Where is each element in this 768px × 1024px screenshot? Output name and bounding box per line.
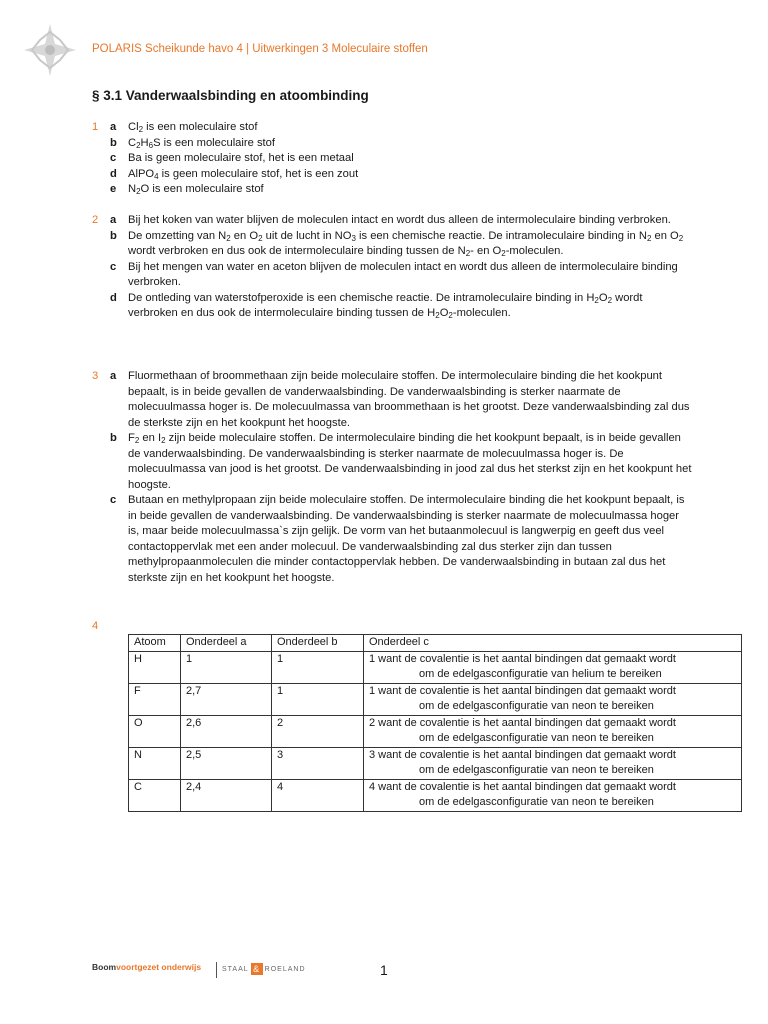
answer-3a bbox=[92, 369, 693, 431]
subscript: 2 bbox=[448, 311, 453, 320]
table-row bbox=[129, 683, 742, 715]
question-number: 1 bbox=[92, 121, 99, 133]
atom-cell: H bbox=[129, 651, 181, 683]
table-row bbox=[129, 651, 742, 683]
text: om de edelgasconfiguratie van neon te bereiken bbox=[419, 796, 654, 808]
answer-letter: b bbox=[110, 229, 117, 242]
subscript: 2 bbox=[594, 295, 599, 305]
atom-table bbox=[128, 634, 742, 812]
subscript: 2 bbox=[136, 187, 141, 196]
column-header: Onderdeel c bbox=[364, 635, 742, 652]
ampersand-mark: & bbox=[251, 963, 263, 975]
answer-2b bbox=[92, 229, 693, 260]
subscript: 3 bbox=[351, 233, 356, 243]
answer-letter: b bbox=[110, 432, 117, 444]
section-title: § 3.1 Vanderwaalsbinding en atoombinding bbox=[92, 88, 369, 103]
part-c-cell bbox=[364, 779, 742, 811]
text: Ba is geen moleculaire stof, het is een metaal bbox=[128, 152, 354, 164]
subscript: 2 bbox=[678, 233, 684, 243]
document-header: POLARIS Scheikunde havo 4 | Uitwerkingen 3 Moleculaire stoffen bbox=[92, 43, 428, 55]
text: 2 want de covalentie is het aantal bindingen dat gemaakt wordt bbox=[369, 716, 676, 729]
footer-divider bbox=[216, 962, 217, 978]
answer-letter: c bbox=[110, 494, 117, 506]
part-b-cell: 1 bbox=[272, 683, 364, 715]
part-a-cell: 2,7 bbox=[181, 683, 272, 715]
text: 3 want de covalentie is het aantal bindingen dat gemaakt wordt bbox=[369, 748, 676, 761]
text: wordt verbroken en dus ook de intermoleculaire binding tussen de N bbox=[128, 245, 466, 257]
text: De ontleding van waterstofperoxide is een chemische reactie. De intramoleculaire binding in H bbox=[128, 291, 595, 304]
table-row bbox=[129, 715, 742, 747]
text: O is een moleculaire stof bbox=[140, 183, 264, 195]
subscript: 6 bbox=[148, 140, 154, 150]
subscript: 2 bbox=[134, 436, 140, 445]
question-number: 2 bbox=[92, 214, 99, 226]
answer-letter: c bbox=[110, 260, 117, 273]
subscript: 2 bbox=[161, 436, 166, 445]
text: De omzetting van N bbox=[128, 229, 227, 242]
text: 1 want de covalentie is het aantal bindingen dat gemaakt wordt bbox=[369, 684, 676, 697]
text: - en O bbox=[470, 245, 502, 257]
text: om de edelgasconfiguratie van neon te bereiken bbox=[419, 732, 654, 744]
text: C bbox=[128, 136, 137, 149]
text: om de edelgasconfiguratie van neon te bereiken bbox=[419, 764, 654, 776]
text: wordt verbroken en dus ook de intermoleculaire binding tussen de H bbox=[128, 291, 643, 319]
polaris-star-logo bbox=[24, 24, 76, 76]
text: Cl bbox=[128, 121, 139, 133]
text: om de edelgasconfiguratie van neon te bereiken bbox=[419, 700, 654, 712]
publisher-name: Boom bbox=[92, 962, 117, 972]
answer-1a bbox=[92, 120, 693, 136]
part-a-cell: 2,5 bbox=[181, 747, 272, 779]
answer-1e bbox=[92, 182, 693, 198]
answer-1c bbox=[92, 151, 693, 167]
answer-2d bbox=[92, 291, 693, 322]
question-number: 4 bbox=[92, 620, 99, 632]
answer-3c bbox=[92, 493, 693, 586]
text: H bbox=[140, 136, 149, 149]
question-1 bbox=[92, 120, 693, 198]
answer-1b bbox=[92, 136, 693, 152]
part-c-cell bbox=[364, 715, 742, 747]
answer-letter: a bbox=[110, 121, 117, 133]
text: O bbox=[439, 307, 449, 319]
publisher-division: voortgezet onderwijs bbox=[116, 962, 202, 972]
staal-roeland-logo bbox=[222, 963, 306, 975]
part-b-cell: 2 bbox=[272, 715, 364, 747]
text: AlPO bbox=[128, 167, 155, 180]
text: -moleculen. bbox=[452, 307, 511, 319]
atom-cell: F bbox=[129, 683, 181, 715]
part-b-cell: 1 bbox=[272, 651, 364, 683]
answer-letter: d bbox=[110, 291, 117, 304]
atom-cell: O bbox=[129, 715, 181, 747]
text: Fluormethaan of broommethaan zijn beide moleculaire stoffen. De intermoleculaire binding die het kookpunt bepaalt, is in beide gevallen de vanderwaalsbinding. De vanderwaalsbinding is sterker naarmate de molecuulmassa hoger is. De molecuulmassa van broommethaan is het grootst. Deze vanderwaalsbinding zal dus de sterkste zijn en het kookpunt het hoogste. bbox=[128, 370, 690, 429]
part-b-cell: 4 bbox=[272, 779, 364, 811]
part-a-cell: 2,4 bbox=[181, 779, 272, 811]
question-number: 3 bbox=[92, 370, 99, 382]
table-row bbox=[129, 779, 742, 811]
page-number: 1 bbox=[380, 962, 388, 978]
text: om de edelgasconfiguratie van helium te bereiken bbox=[419, 668, 662, 680]
text: Butaan en methylpropaan zijn beide moleculaire stoffen. De intermoleculaire binding die het kookpunt bepaalt, is in beide gevallen de vanderwaalsbinding. De vanderwaalsbinding is sterker naarmate de molecuulmassa hoger is, maar beide molecuulmassa`s zijn gelijk. De vorm van het butaanmolecuul is langwerpig en geeft dus veel contactoppervlak met een ander molecuul. De vanderwaalsbinding zal dus sterker zijn dan tussen methylpropaanmoleculen die minder contactoppervlak hebben. De vanderwaalsbinding in butaan zal dus het sterkste zijn en het kookpunt het hoogste. bbox=[128, 494, 685, 584]
answer-2a bbox=[92, 213, 693, 229]
column-header: Onderdeel b bbox=[272, 635, 364, 652]
answer-letter: c bbox=[110, 152, 117, 164]
text: 1 want de covalentie is het aantal bindingen dat gemaakt wordt bbox=[369, 652, 676, 665]
text: zijn beide moleculaire stoffen. De intermoleculaire binding die het kookpunt bepaalt, is in beide gevallen de vanderwaalsbinding. De vanderwaalsbinding is sterker naarmate de molecuulmassa hoger is. De molecuulmassa van jood is het grootst. De vanderwaalsbinding in jood zal dus het sterkst zijn en het kookpunt het hoogste. bbox=[128, 432, 692, 491]
text: en I bbox=[139, 432, 162, 444]
answer-letter: e bbox=[110, 183, 117, 195]
text: is een chemische reactie. De intramoleculaire binding in N bbox=[355, 229, 647, 242]
text: O bbox=[598, 291, 608, 304]
text: N bbox=[128, 183, 137, 195]
column-header: Onderdeel a bbox=[181, 635, 272, 652]
answer-letter: d bbox=[110, 167, 117, 180]
text: Bij het koken van water blijven de moleculen intact en wordt dus alleen de intermoleculaire binding verbroken. bbox=[128, 214, 671, 226]
subscript: 2 bbox=[646, 233, 652, 243]
text: F bbox=[128, 432, 135, 444]
text: en O bbox=[230, 229, 259, 242]
subscript: 2 bbox=[258, 233, 263, 243]
text: is geen moleculaire stof, het is een zout bbox=[158, 167, 359, 180]
logo-text: ROELAND bbox=[264, 965, 306, 973]
subscript: 2 bbox=[501, 249, 506, 258]
subscript: 2 bbox=[136, 140, 141, 150]
text: uit de lucht in NO bbox=[262, 229, 352, 242]
subscript: 2 bbox=[226, 233, 231, 243]
atom-cell: C bbox=[129, 779, 181, 811]
subscript: 4 bbox=[154, 171, 159, 181]
text: en O bbox=[651, 229, 679, 242]
text: -moleculen. bbox=[505, 245, 564, 257]
part-c-cell bbox=[364, 651, 742, 683]
text: is een moleculaire stof bbox=[143, 121, 258, 133]
answer-letter: a bbox=[110, 214, 117, 226]
part-b-cell: 3 bbox=[272, 747, 364, 779]
part-a-cell: 1 bbox=[181, 651, 272, 683]
text: 4 want de covalentie is het aantal bindingen dat gemaakt wordt bbox=[369, 780, 676, 793]
subscript: 2 bbox=[607, 295, 613, 305]
part-c-cell bbox=[364, 683, 742, 715]
part-c-cell bbox=[364, 747, 742, 779]
part-a-cell: 2,6 bbox=[181, 715, 272, 747]
question-3 bbox=[92, 369, 693, 586]
answer-letter: b bbox=[110, 136, 117, 149]
logo-text: STAAL bbox=[222, 965, 249, 973]
atom-cell: N bbox=[129, 747, 181, 779]
subscript: 2 bbox=[138, 125, 144, 134]
column-header: Atoom bbox=[129, 635, 181, 652]
answer-2c bbox=[92, 260, 693, 291]
table-row bbox=[129, 747, 742, 779]
text: Bij het mengen van water en aceton blijven de moleculen intact en wordt dus alleen de intermoleculaire binding verbroken. bbox=[128, 260, 678, 288]
text: S is een moleculaire stof bbox=[153, 136, 275, 149]
answer-letter: a bbox=[110, 370, 117, 382]
answer-1d bbox=[92, 167, 693, 183]
answer-3b bbox=[92, 431, 693, 493]
publisher-logo bbox=[92, 962, 201, 972]
subscript: 2 bbox=[435, 311, 440, 320]
table-header-row bbox=[129, 635, 742, 652]
subscript: 2 bbox=[465, 249, 471, 258]
question-2 bbox=[92, 213, 693, 322]
